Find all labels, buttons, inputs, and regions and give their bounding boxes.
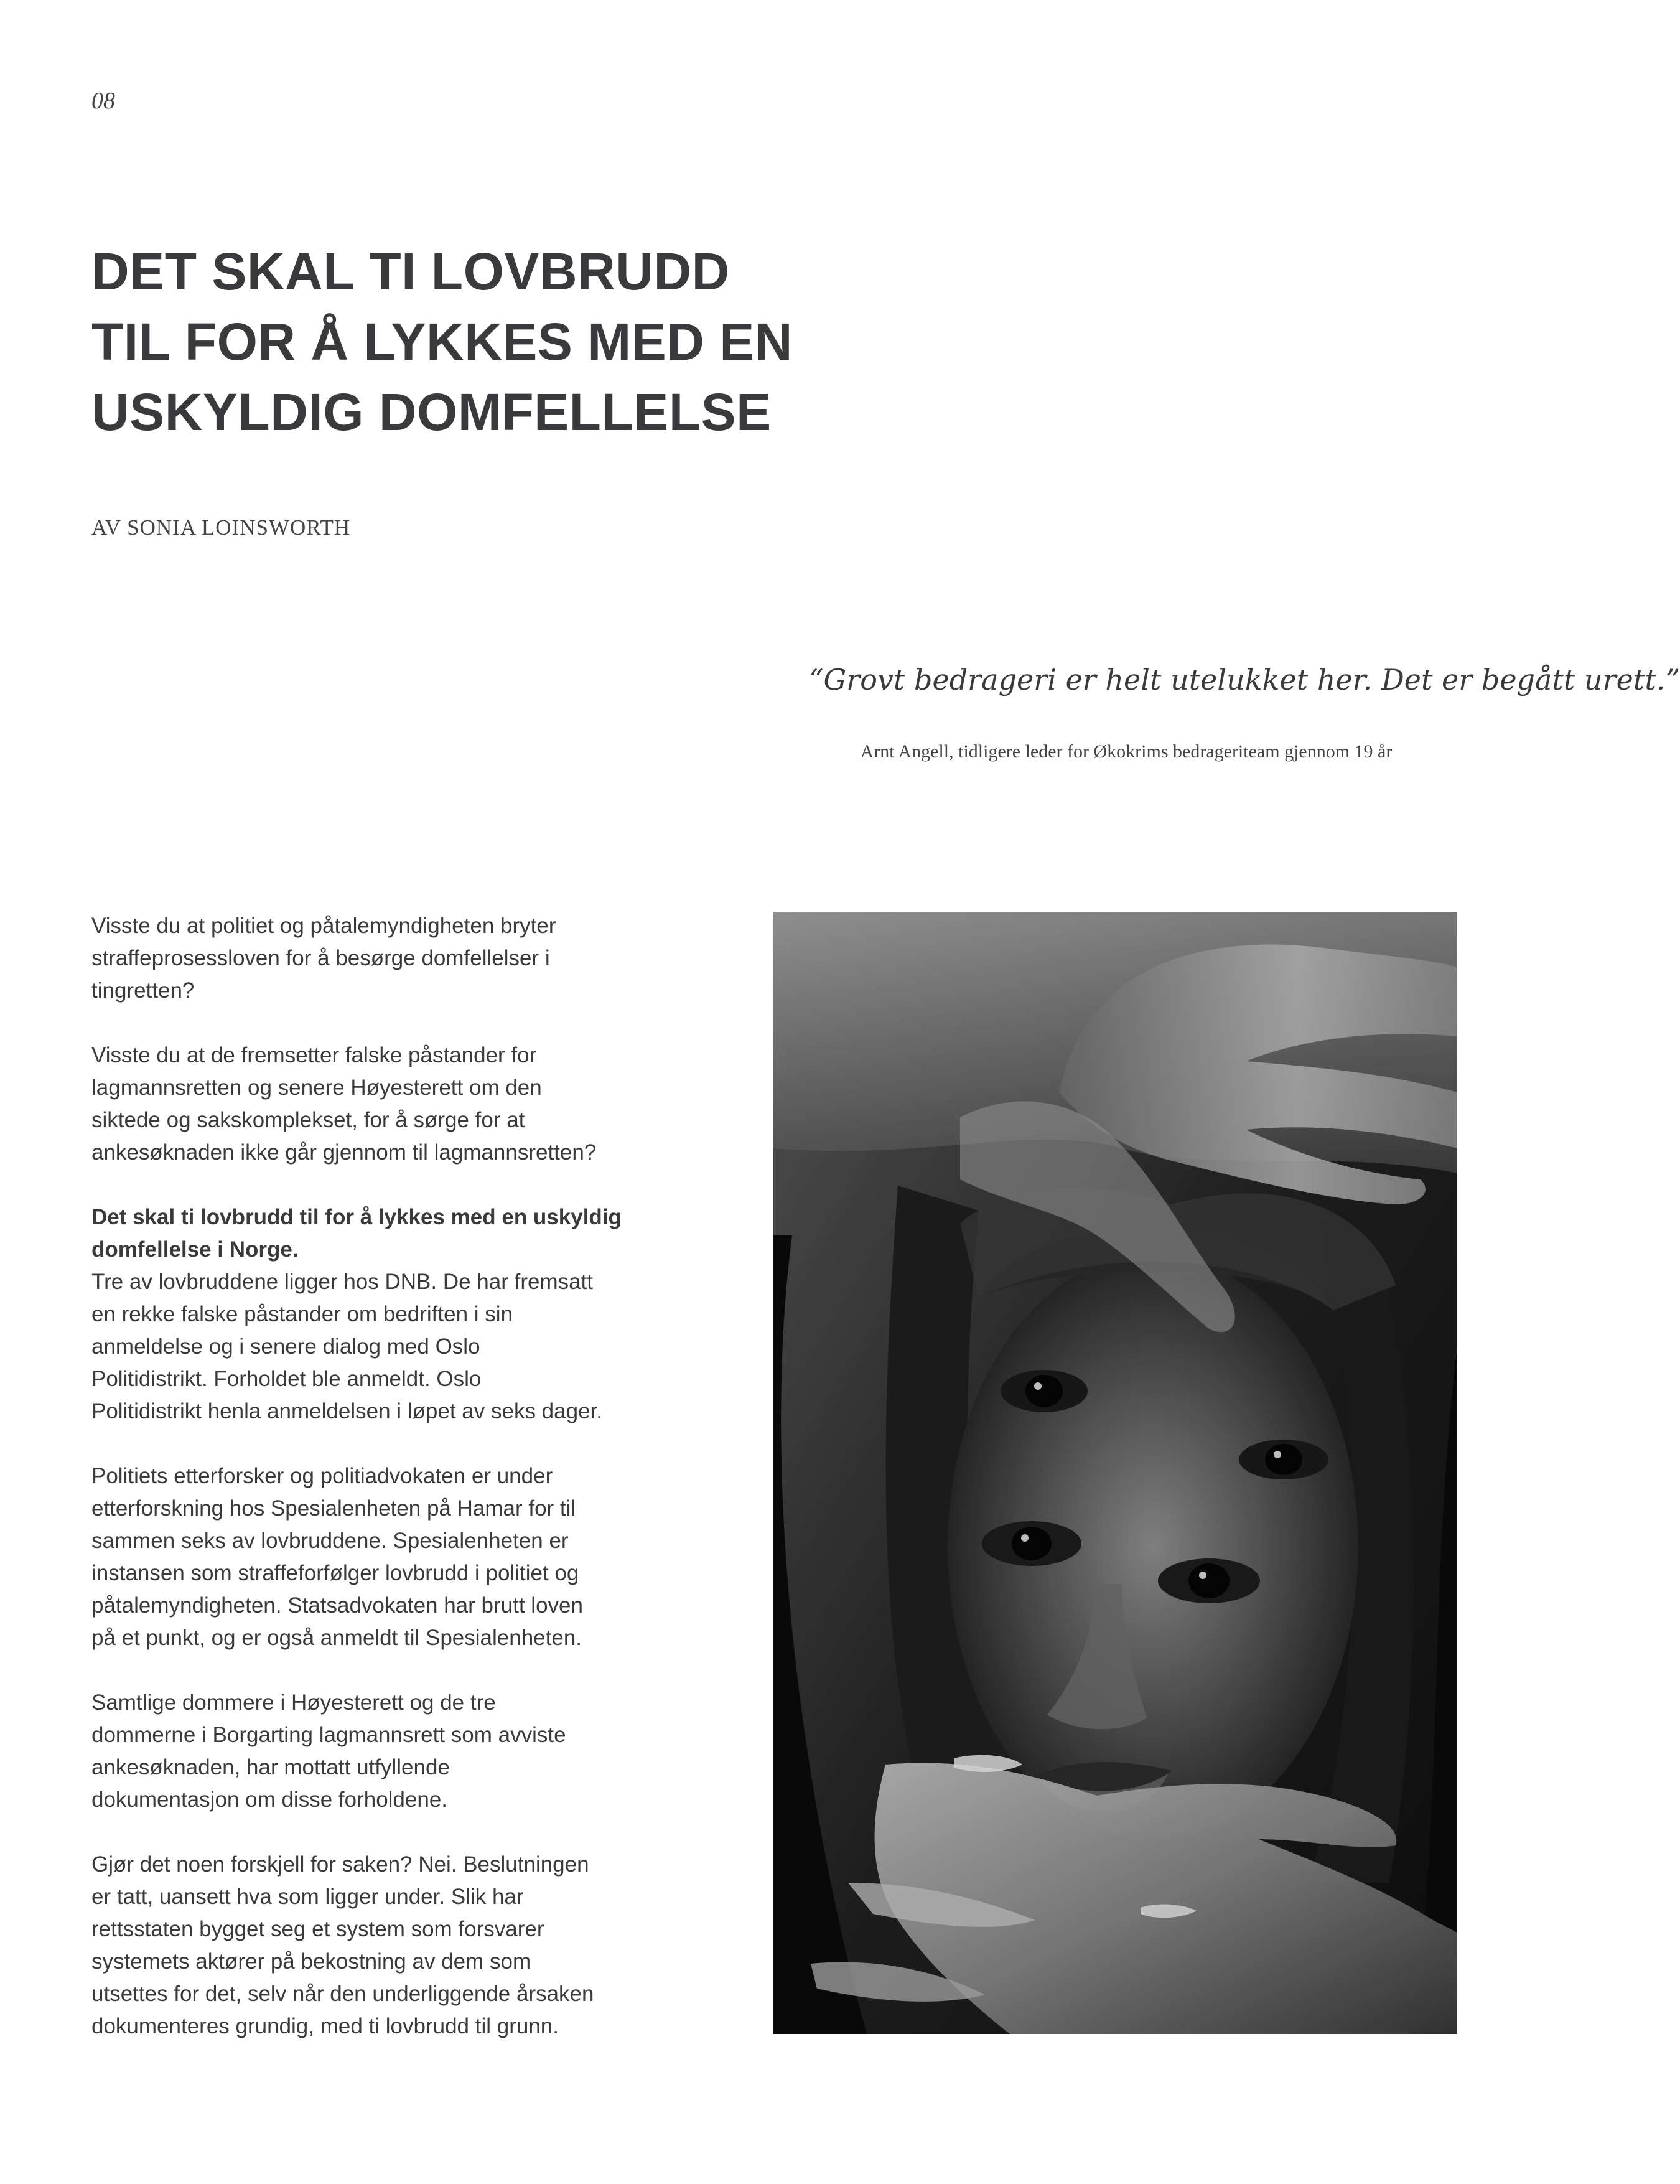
headline-line: TIL FOR Å LYKKES MED EN (91, 312, 793, 371)
text-line: Tre av lovbruddene ligger hos DNB. De har fremsatt (91, 1270, 594, 1294)
text-line: instansen som straffeforfølger lovbrudd i politiet og (91, 1561, 579, 1585)
headline-line: DET SKAL TI LOVBRUDD (91, 242, 730, 301)
paragraph (91, 1201, 714, 1428)
pull-quote: “Grovt bedrageri er helt utelukket her. Det er begått urett.” (809, 663, 1680, 696)
text-line: på et punkt, og er også anmeldt til Spesialenheten. (91, 1626, 582, 1650)
text-line: ankesøknaden, har mottatt utfyllende (91, 1755, 450, 1779)
text-line: Politiets etterforsker og politiadvokaten er under (91, 1464, 553, 1488)
text-line: straffeprosessloven for å besørge domfellelser i (91, 946, 550, 970)
text-line: Gjør det noen forskjell for saken? Nei. Beslutningen (91, 1852, 589, 1877)
paragraph (91, 1460, 714, 1654)
paragraph (91, 910, 714, 1007)
portrait-illustration (773, 912, 1457, 2034)
text-line: er tatt, uansett hva som ligger under. Slik har (91, 1885, 524, 1909)
text-line: lagmannsretten og senere Høyesterett om den (91, 1076, 542, 1100)
text-line: dokumenteres grundig, med ti lovbrudd til grunn. (91, 2014, 559, 2038)
text-line: systemets aktører på bekostning av dem som (91, 1949, 531, 1974)
text-line: rettsstaten bygget seg et system som forsvarer (91, 1917, 544, 1941)
byline: AV SONIA LOINSWORTH (91, 515, 351, 540)
text-line: dommerne i Borgarting lagmannsrett som avviste (91, 1723, 566, 1747)
bold-lead-line: domfellelse i Norge. (91, 1237, 299, 1262)
paragraph (91, 1849, 714, 2043)
page-number: 08 (91, 88, 115, 114)
text-line: Politidistrikt henla anmeldelsen i løpet av seks dager. (91, 1399, 602, 1423)
quote-attribution: Arnt Angell, tidligere leder for Økokrims bedrageriteam gjennom 19 år (860, 741, 1393, 762)
text-line: tingretten? (91, 978, 195, 1003)
text-line: anmeldelse og i senere dialog med Oslo (91, 1334, 480, 1359)
text-line: en rekke falske påstander om bedriften i sin (91, 1302, 513, 1326)
headline-line: USKYLDIG DOMFELLELSE (91, 383, 772, 441)
text-line: Politidistrikt. Forholdet ble anmeldt. Oslo (91, 1367, 482, 1391)
text-line: dokumentasjon om disse forholdene. (91, 1788, 448, 1812)
text-line: Visste du at politiet og påtalemyndigheten bryter (91, 914, 556, 938)
paragraph (91, 1039, 714, 1169)
text-line: sammen seks av lovbruddene. Spesialenheten er (91, 1529, 569, 1553)
article-body (91, 910, 714, 2043)
text-line: siktede og sakskomplekset, for å sørge for at (91, 1108, 525, 1132)
text-line: etterforskning hos Spesialenheten på Hamar for til (91, 1496, 576, 1521)
portrait-photo (773, 912, 1457, 2034)
text-line: ankesøknaden ikke går gjennom til lagmannsretten? (91, 1140, 597, 1165)
text-line: utsettes for det, selv når den underliggende årsaken (91, 1982, 594, 2006)
paragraph (91, 1687, 714, 1816)
text-line: Samtlige dommere i Høyesterett og de tre (91, 1690, 496, 1715)
article-headline (91, 237, 1025, 448)
text-line: Visste du at de fremsetter falske påstander for (91, 1043, 537, 1067)
text-line: påtalemyndigheten. Statsadvokaten har brutt loven (91, 1593, 583, 1618)
bold-lead-line: Det skal ti lovbrudd til for å lykkes med en uskyldig (91, 1205, 622, 1229)
